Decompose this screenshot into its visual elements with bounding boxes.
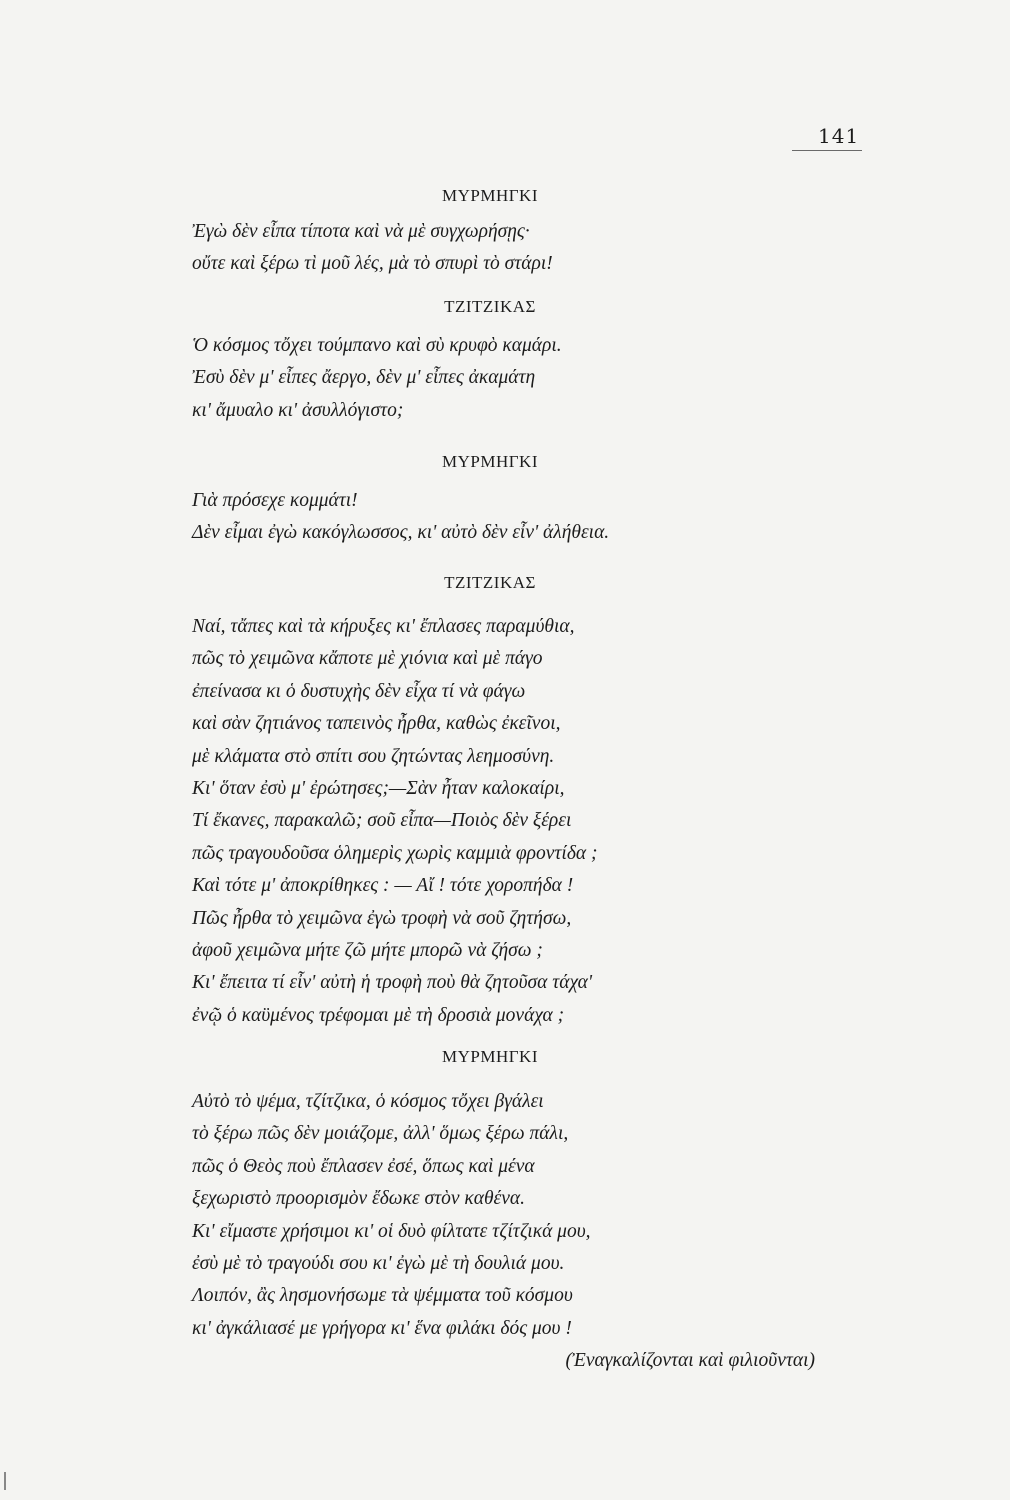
verse-line: τὸ ξέρω πῶς δὲν μοιάζομε, ἀλλ' ὅμως ξέρω πάλι, [192,1123,569,1145]
speaker-heading: ΜΥΡΜΗΓΚΙ [441,452,538,471]
verse-line: Αὐτὸ τὸ ψέμα, τζίτζικα, ὁ κόσμος τὄχει βγάλει [192,1091,544,1112]
verse-block [192,611,832,1032]
verse-line: Ὁ κόσμος τὄχει τούμπανο καὶ σὺ κρυφὸ καμάρι. [192,335,562,356]
speaker-heading: ΤΖΙΤΖΙΚΑΣ [444,573,536,592]
verse-line: καὶ σὰν ζητιάνος ταπεινὸς ἦρθα, καθὼς ἐκεῖνοι, [192,713,561,735]
verse-line: Καὶ τότε μ' ἀποκρίθηκες : — Αἴ ! τότε χοροπήδα ! [192,875,574,897]
verse-line: πῶς τραγουδοῦσα ὁλημερὶς χωρὶς καμμιὰ φροντίδα ; [192,842,598,864]
margin-mark [4,1472,6,1490]
verse-line: Ναί, τἄπες καὶ τὰ κήρυξες κι' ἔπλασες παραμύθια, [192,616,575,637]
verse-line: οὔτε καὶ ξέρω τὶ μοῦ λές, μὰ τὸ σπυρὶ τὸ στάρι! [192,253,553,275]
verse-line: Ἐγὼ δὲν εἶπα τίποτα καὶ νὰ μὲ συγχωρήσῃς· [192,221,530,242]
verse-line: πῶς ὁ Θεὸς ποὺ ἔπλασεν ἐσέ, ὅπως καὶ μένα [192,1155,535,1177]
stage-direction: (Ἐναγκαλίζονται καὶ φιλιοῦνται) [565,1350,815,1371]
verse-block [192,216,832,281]
verse-line: ἀφοῦ χειμῶνα μήτε ζῶ μήτε μπορῶ νὰ ζήσω ; [192,940,543,962]
verse-line: Κι' ἔπειτα τί εἶν' αὐτὴ ἡ τροφὴ ποὺ θὰ ζητοῦσα τάχα' [192,972,593,994]
verse-line: Γιὰ πρόσεχε κομμάτι! [192,490,358,511]
verse-line: πῶς τὸ χειμῶνα κἄποτε μὲ χιόνια καὶ μὲ πάγο [192,648,543,670]
verse-line: Δὲν εἶμαι ἐγὼ κακόγλωσσος, κι' αὐτὸ δὲν εἶν' ἀλήθεια. [192,522,610,544]
speaker-heading: ΤΖΙΤΖΙΚΑΣ [444,297,536,316]
verse-block [192,330,832,427]
verse-block [192,485,832,550]
verse-line: Τί ἔκανες, παρακαλῶ; σοῦ εἶπα—Ποιὸς δὲν ξέρει [192,810,572,832]
verse-line: ἐσὺ μὲ τὸ τραγούδι σου κι' ἐγὼ μὲ τὴ δουλιά μου. [192,1253,565,1275]
page-number: 141 [818,124,860,148]
verse-line: Κι' ὅταν ἐσὺ μ' ἐρώτησες;—Σὰν ἦταν καλοκαίρι, [192,778,565,800]
verse-line: Ἐσὺ δὲν μ' εἶπες ἄεργο, δὲν μ' εἶπες ἀκαμάτη [192,367,536,389]
speaker-heading: ΜΥΡΜΗΓΚΙ [441,186,538,205]
verse-line: ἐπείνασα κι ὁ δυστυχὴς δὲν εἶχα τί νὰ φάγω [192,680,526,702]
verse-line: Λοιπόν, ἂς λησμονήσωμε τὰ ψέμματα τοῦ κόσμου [192,1285,573,1307]
verse-line: κι' ἀγκάλιασέ με γρήγορα κι' ἕνα φιλάκι δός μου ! [192,1317,572,1339]
speaker-heading: ΜΥΡΜΗΓΚΙ [441,1047,538,1066]
page-number-rule [792,150,862,151]
verse-line: Πῶς ἦρθα τὸ χειμῶνα ἐγὼ τροφὴ νὰ σοῦ ζητήσω, [192,907,572,929]
verse-block [192,1086,832,1345]
verse-line: ἐνῷ ὁ καϋμένος τρέφομαι μὲ τὴ δροσιὰ μονάχα ; [192,1004,565,1026]
verse-line: ξεχωριστὸ προορισμὸν ἔδωκε στὸν καθένα. [192,1188,525,1210]
verse-line: Κι' εἴμαστε χρήσιμοι κι' οἱ δυὸ φίλτατε τζίτζικά μου, [192,1220,591,1242]
verse-line: κι' ἄμυαλο κι' ἀσυλλόγιστο; [192,399,404,421]
verse-line: μὲ κλάματα στὸ σπίτι σου ζητώντας λεημοσύνη. [192,745,555,767]
